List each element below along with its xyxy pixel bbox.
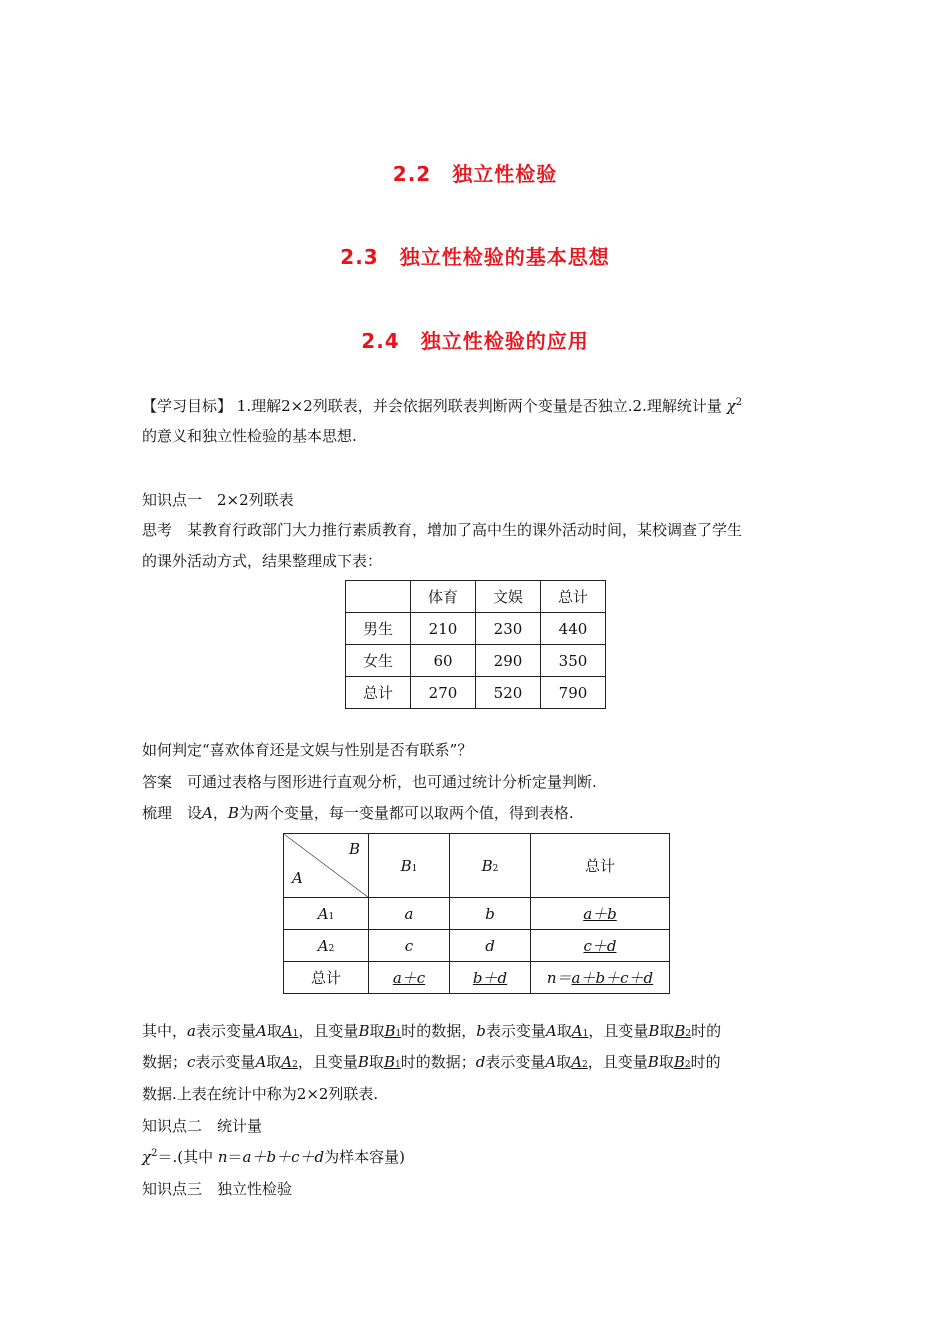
table-cell: 270 <box>411 677 476 709</box>
title-2-3: 2.3 独立性检验的基本思想 <box>340 245 610 269</box>
contingency-table <box>283 833 670 994</box>
table-cell: b <box>450 898 531 930</box>
explanation-line-2: 数据；c表示变量A取A2，且变量B取B1时的数据；d表示变量A取A2，且变量B取B2时的 <box>142 1053 721 1071</box>
knowledge-point-2-heading: 知识点二 统计量 <box>142 1117 263 1135</box>
table-cell: 60 <box>411 645 476 677</box>
var-b: B <box>227 804 239 822</box>
think-paragraph: 思考 某教育行政部门大力推行素质教育，增加了高中生的课外活动时间，某校调查了学生 <box>142 521 743 539</box>
table-row <box>284 898 670 930</box>
activity-table <box>345 580 606 709</box>
summary-prefix: 梳理 设 <box>142 804 203 822</box>
table-cell: 女生 <box>346 645 411 677</box>
knowledge-point-1-heading: 知识点一 2×2列联表 <box>142 491 294 509</box>
explanation-line-3: 数据.上表在统计中称为2×2列联表. <box>142 1085 379 1103</box>
answer-text: 答案 可通过表格与图形进行直观分析，也可通过统计分析定量判断. <box>142 773 597 791</box>
table-cell: a＋b <box>531 898 670 930</box>
question-text: 如何判定“喜欢体育还是文娱与性别是否有联系”？ <box>142 741 473 759</box>
table-cell: 440 <box>541 613 606 645</box>
table-cell: A2 <box>284 930 369 962</box>
table-cell: 210 <box>411 613 476 645</box>
learning-objectives-cont: 的意义和独立性检验的基本思想. <box>142 427 357 445</box>
objectives-label: 【学习目标】 <box>142 397 233 415</box>
table-cell: c <box>369 930 450 962</box>
table-cell: 290 <box>476 645 541 677</box>
summary-rest: 为两个变量，每一变量都可以取两个值，得到表格. <box>238 804 574 822</box>
table-cell: c＋d <box>531 930 670 962</box>
table-cell: 总计 <box>541 581 606 613</box>
summary-text <box>142 803 812 823</box>
table-cell: 文娱 <box>476 581 541 613</box>
think-paragraph-cont: 的课外活动方式，结果整理成下表： <box>142 552 383 570</box>
table-header-row <box>346 581 606 613</box>
corner-b: B <box>348 840 360 858</box>
chi-square-formula: $\chi^2=$.(其中 n＝a＋b＋c＋d为样本容量) <box>142 1148 405 1166</box>
table-header-row <box>284 834 670 898</box>
learning-objectives <box>142 396 812 416</box>
table-cell: B1 <box>369 834 450 898</box>
corner-a: A <box>292 869 303 887</box>
table-cell: 总计 <box>346 677 411 709</box>
knowledge-point-3-heading: 知识点三 独立性检验 <box>142 1180 293 1198</box>
table-cell: b＋d <box>450 962 531 994</box>
table-cell: 总计 <box>284 962 369 994</box>
table-cell: 男生 <box>346 613 411 645</box>
table-cell: 520 <box>476 677 541 709</box>
table-cell: a <box>369 898 450 930</box>
table-cell: a＋c <box>369 962 450 994</box>
title-2-4: 2.4 独立性检验的应用 <box>361 329 589 353</box>
table-cell: 230 <box>476 613 541 645</box>
chi-symbol: χ <box>726 397 736 415</box>
table-row <box>284 930 670 962</box>
table-cell: 体育 <box>411 581 476 613</box>
table-row <box>346 613 606 645</box>
explanation-line-1: 其中，a表示变量A取A1，且变量B取B1时的数据，b表示变量A取A1，且变量B取B2时的 <box>142 1022 722 1040</box>
objectives-text: 1.理解2×2列联表，并会依据列联表判断两个变量是否独立.2.理解统计量 <box>236 397 722 415</box>
diagonal-corner-cell <box>284 834 369 898</box>
table-cell: 350 <box>541 645 606 677</box>
table-row <box>346 645 606 677</box>
table-cell: n＝a＋b＋c＋d <box>531 962 670 994</box>
table-row <box>284 962 670 994</box>
var-a: A <box>202 804 213 822</box>
table-cell: d <box>450 930 531 962</box>
table-cell: 总计 <box>531 834 670 898</box>
title-2-2: 2.2 独立性检验 <box>392 162 558 186</box>
table-cell: 790 <box>541 677 606 709</box>
square-superscript: 2 <box>735 397 743 408</box>
table-cell: B2 <box>450 834 531 898</box>
table-cell: A1 <box>284 898 369 930</box>
table-cell <box>346 581 411 613</box>
summary-comma: ， <box>212 804 228 822</box>
table-row <box>346 677 606 709</box>
